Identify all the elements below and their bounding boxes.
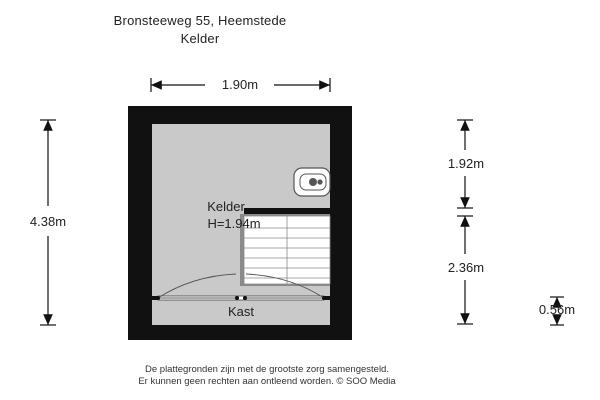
dimension-label-height: 4.38m [29, 214, 67, 229]
address-title: Bronsteeweg 55, Heemstede [113, 13, 287, 28]
disclaimer-line-1: De plattegronden zijn met de grootste zorg samengesteld. [145, 364, 389, 375]
dimension-label-right-small: 0.56m [538, 302, 576, 317]
room-label-kelder: Kelder [207, 199, 245, 214]
room-label-kast: Kast [227, 304, 255, 319]
dimension-label-right-lower: 2.36m [447, 260, 485, 275]
dimension-width-top [151, 77, 330, 92]
room-height-label: H=1.94m [207, 216, 261, 231]
dimension-right-small [539, 297, 575, 325]
boiler-icon [294, 168, 330, 196]
dimension-height-left [30, 120, 66, 325]
disclaimer [0, 364, 534, 388]
dimension-label-right-upper: 1.92m [447, 156, 485, 171]
floor-title: Kelder [180, 31, 220, 46]
dimension-right-lower [448, 216, 484, 324]
dimension-right-upper [448, 120, 484, 208]
disclaimer-line-2: Er kunnen geen rechten aan ontleend worden. © SOO Media [138, 376, 396, 387]
dimension-label-width: 1.90m [221, 77, 259, 92]
